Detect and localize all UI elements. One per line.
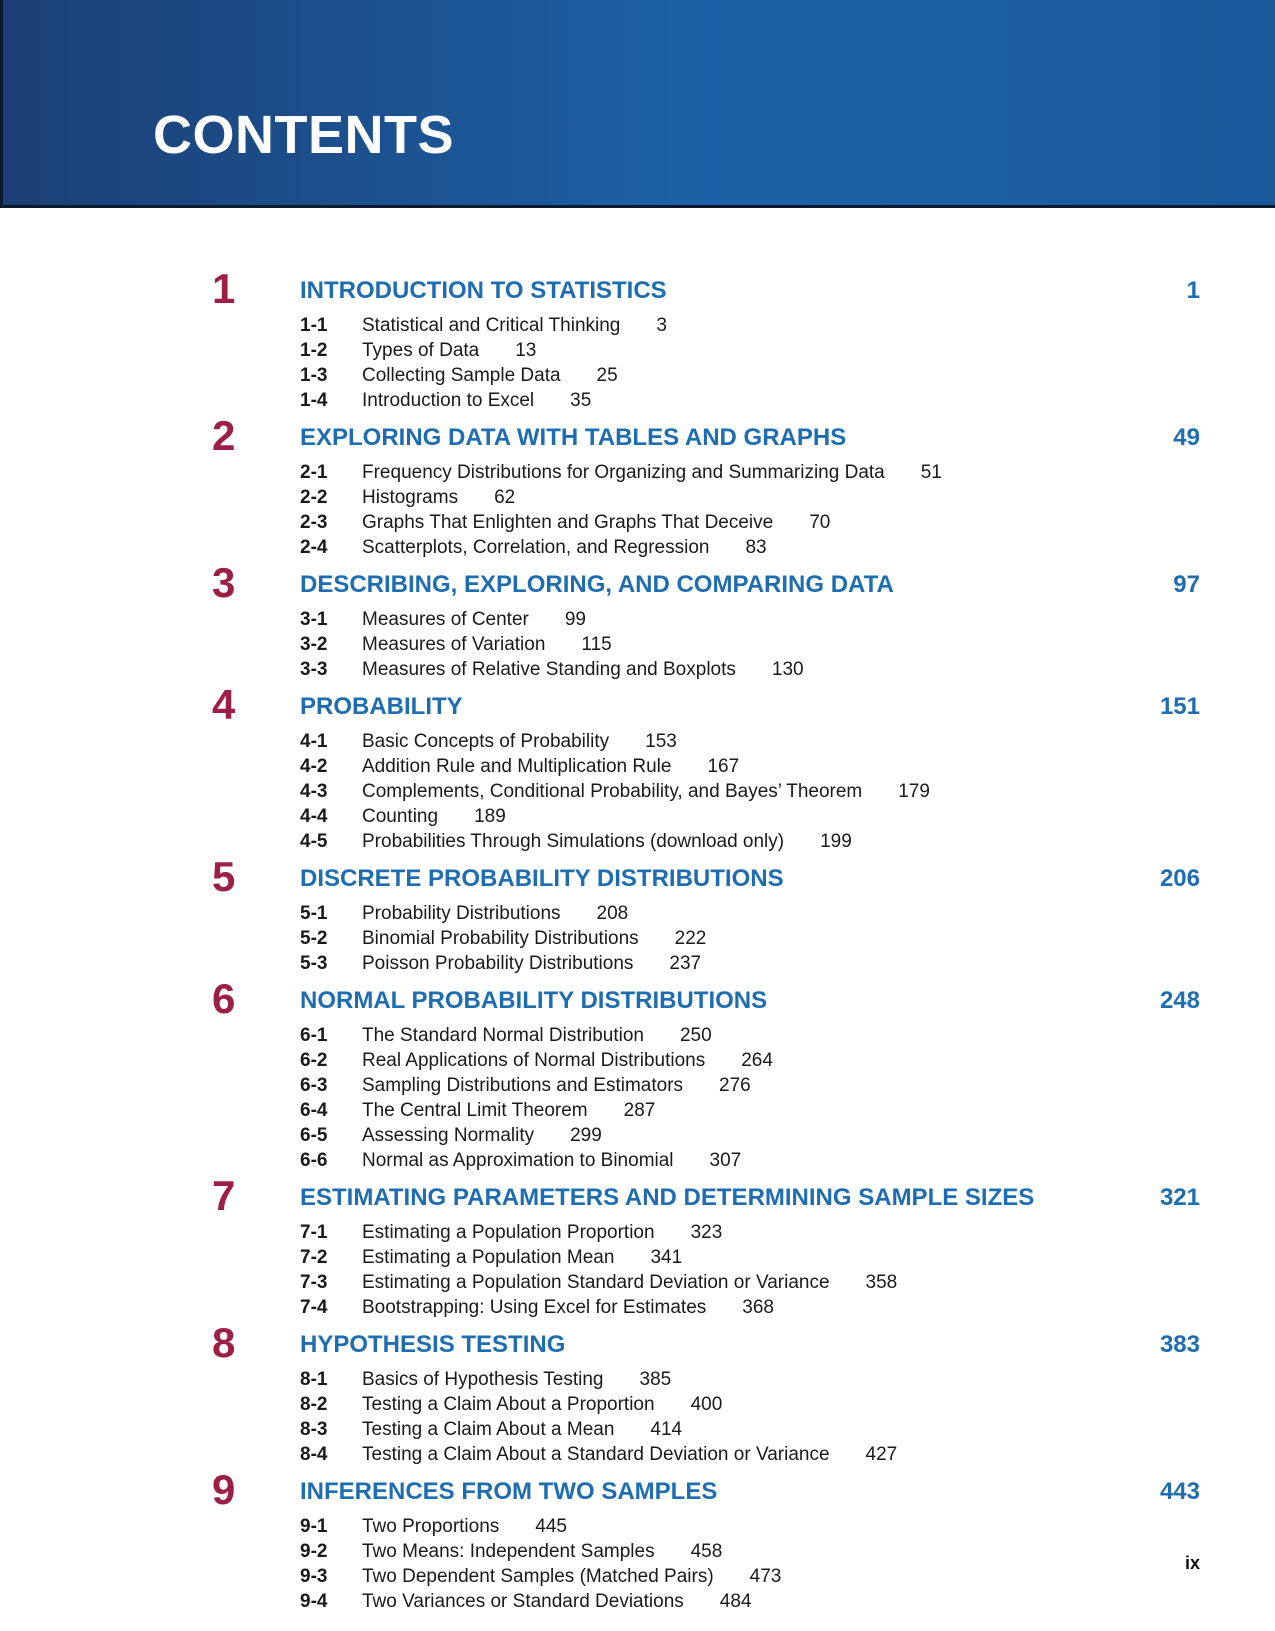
section-entry[interactable] <box>0 1076 1275 1101</box>
section-page-number[interactable]: 237 <box>669 953 702 974</box>
section-number: 7-1 <box>300 1222 328 1243</box>
section-title[interactable]: Binomial Probability Distributions <box>362 928 639 949</box>
chapter-number: 2 <box>212 412 236 459</box>
section-title-line <box>362 1542 722 1562</box>
section-number: 2-4 <box>300 537 328 558</box>
section-number: 4-2 <box>300 756 328 777</box>
section-entry[interactable] <box>0 1151 1275 1176</box>
section-page-number[interactable]: 13 <box>515 340 537 361</box>
section-title[interactable]: Measures of Variation <box>362 634 546 655</box>
section-title-line <box>362 1567 781 1587</box>
section-title-line <box>362 807 506 827</box>
section-number: 6-5 <box>300 1125 328 1146</box>
chapter-title[interactable]: DISCRETE PROBABILITY DISTRIBUTIONS <box>300 865 784 892</box>
section-entry[interactable] <box>0 538 1275 563</box>
section-page-number[interactable]: 179 <box>898 781 930 802</box>
section-entry[interactable] <box>0 954 1275 979</box>
section-page-number[interactable]: 341 <box>650 1247 683 1268</box>
section-title-line <box>362 832 852 852</box>
section-title[interactable]: Introduction to Excel <box>362 390 535 411</box>
section-entry[interactable] <box>0 1298 1275 1323</box>
chapter-title[interactable]: INFERENCES FROM TWO SAMPLES <box>300 1478 718 1505</box>
chapter-heading[interactable] <box>0 412 1275 463</box>
section-title-line <box>362 513 830 533</box>
contents-banner <box>0 0 1275 208</box>
section-page-number[interactable]: 414 <box>650 1419 683 1440</box>
section-entry[interactable] <box>0 635 1275 660</box>
chapter-heading[interactable] <box>0 1319 1275 1370</box>
section-title-line <box>362 538 767 558</box>
chapter-page-number[interactable]: 321 <box>1159 1184 1200 1211</box>
section-title-line <box>362 1223 722 1243</box>
section-entry[interactable] <box>0 610 1275 635</box>
section-entry[interactable] <box>0 1026 1275 1051</box>
section-title-line <box>362 1126 602 1146</box>
section-page-number[interactable]: 400 <box>690 1394 723 1415</box>
section-title[interactable]: Normal as Approximation to Binomial <box>362 1150 674 1171</box>
section-page-number[interactable]: 208 <box>596 903 629 924</box>
section-number: 1-2 <box>300 340 328 361</box>
section-title[interactable]: Two Proportions <box>362 1516 500 1537</box>
section-entry[interactable] <box>0 1395 1275 1420</box>
section-number: 7-3 <box>300 1272 328 1293</box>
section-number: 6-1 <box>300 1025 328 1046</box>
chapter-title[interactable]: PROBABILITY <box>300 693 463 720</box>
section-title[interactable]: Addition Rule and Multiplication Rule <box>362 756 672 777</box>
chapter-block <box>0 1466 1275 1626</box>
chapter-title[interactable]: ESTIMATING PARAMETERS AND DETERMINING SAMPLE SIZES <box>300 1184 1035 1211</box>
section-title-line <box>362 635 612 655</box>
section-number: 3-3 <box>300 659 328 680</box>
chapter-page-number[interactable]: 443 <box>1159 1478 1200 1505</box>
section-title[interactable]: Assessing Normality <box>362 1125 535 1146</box>
section-entry[interactable] <box>0 782 1275 807</box>
section-entry[interactable] <box>0 1051 1275 1076</box>
section-title[interactable]: Measures of Center <box>362 609 529 630</box>
section-number: 4-1 <box>300 731 328 752</box>
section-title[interactable]: The Standard Normal Distribution <box>362 1025 644 1046</box>
section-page-number[interactable]: 3 <box>656 315 667 336</box>
section-page-number[interactable]: 445 <box>535 1516 567 1537</box>
section-number: 4-5 <box>300 831 328 852</box>
section-number: 9-4 <box>300 1591 328 1612</box>
section-number: 5-3 <box>300 953 328 974</box>
section-page-number[interactable]: 70 <box>809 512 831 533</box>
section-title[interactable]: Scatterplots, Correlation, and Regression <box>362 537 710 558</box>
section-title[interactable]: Testing a Claim About a Proportion <box>362 1394 655 1415</box>
section-page-number[interactable]: 35 <box>570 390 592 411</box>
chapter-title[interactable]: DESCRIBING, EXPLORING, AND COMPARING DATA <box>300 571 894 598</box>
section-title[interactable]: Poisson Probability Distributions <box>362 953 634 974</box>
chapter-block <box>0 1172 1275 1332</box>
section-title-line <box>362 1592 751 1612</box>
section-number: 2-1 <box>300 462 328 483</box>
section-page-number[interactable]: 276 <box>719 1075 751 1096</box>
section-title[interactable]: Types of Data <box>362 340 480 361</box>
section-entry[interactable] <box>0 1542 1275 1567</box>
chapter-page-number[interactable]: 248 <box>1159 987 1200 1014</box>
section-number: 8-4 <box>300 1444 328 1465</box>
section-title-line <box>362 904 628 924</box>
section-number: 1-4 <box>300 390 328 411</box>
section-page-number[interactable]: 427 <box>865 1444 898 1465</box>
section-title[interactable]: Two Variances or Standard Deviations <box>362 1591 684 1612</box>
section-number: 7-4 <box>300 1297 328 1318</box>
section-page-number[interactable]: 115 <box>581 634 612 655</box>
section-title-line <box>362 1445 897 1465</box>
section-title-line <box>362 366 618 386</box>
section-page-number[interactable]: 299 <box>570 1125 602 1146</box>
section-number: 3-2 <box>300 634 328 655</box>
chapter-block <box>0 975 1275 1185</box>
section-title-line <box>362 391 591 411</box>
chapter-block <box>0 1319 1275 1479</box>
section-title-line <box>362 488 515 508</box>
chapter-block <box>0 853 1275 988</box>
section-number: 7-2 <box>300 1247 328 1268</box>
section-entry[interactable] <box>0 1370 1275 1395</box>
section-title[interactable]: Probability Distributions <box>362 903 561 924</box>
section-page-number[interactable]: 307 <box>709 1150 742 1171</box>
section-number: 5-1 <box>300 903 328 924</box>
section-title-line <box>362 610 586 630</box>
section-entry[interactable] <box>0 1273 1275 1298</box>
section-page-number[interactable]: 250 <box>679 1025 712 1046</box>
section-entry[interactable] <box>0 757 1275 782</box>
section-title[interactable]: Basics of Hypothesis Testing <box>362 1369 604 1390</box>
chapter-title[interactable]: HYPOTHESIS TESTING <box>300 1331 566 1358</box>
section-page-number[interactable]: 153 <box>645 731 677 752</box>
chapter-heading[interactable] <box>0 1466 1275 1517</box>
section-title[interactable]: Frequency Distributions for Organizing and Summarizing Data <box>362 462 885 483</box>
section-title[interactable]: Estimating a Population Mean <box>362 1247 615 1268</box>
chapter-heading[interactable] <box>0 853 1275 904</box>
section-number: 8-1 <box>300 1369 328 1390</box>
chapter-block <box>0 681 1275 866</box>
chapter-spacer <box>0 1323 1275 1332</box>
chapter-heading[interactable] <box>0 559 1275 610</box>
section-entry[interactable] <box>0 1126 1275 1151</box>
chapter-heading[interactable] <box>0 975 1275 1026</box>
section-page-number[interactable]: 222 <box>674 928 707 949</box>
section-title-line <box>362 929 706 949</box>
section-number: 2-2 <box>300 487 328 508</box>
section-title-line <box>362 1370 671 1390</box>
section-entry[interactable] <box>0 1420 1275 1445</box>
section-title[interactable]: Real Applications of Normal Distributions <box>362 1050 706 1071</box>
chapter-page-number[interactable]: 383 <box>1159 1331 1200 1358</box>
section-title-line <box>362 1051 773 1071</box>
section-title[interactable]: The Central Limit Theorem <box>362 1100 588 1121</box>
chapter-title[interactable]: INTRODUCTION TO STATISTICS <box>300 277 667 304</box>
section-entry[interactable] <box>0 341 1275 366</box>
section-number: 6-2 <box>300 1050 328 1071</box>
section-title-line <box>362 1298 774 1318</box>
section-title[interactable]: Statistical and Critical Thinking <box>362 315 621 336</box>
chapter-number: 1 <box>212 265 236 312</box>
section-title[interactable]: Two Dependent Samples (Matched Pairs) <box>362 1566 714 1587</box>
section-title[interactable]: Sampling Distributions and Estimators <box>362 1075 684 1096</box>
section-title-line <box>362 316 667 336</box>
chapter-spacer <box>0 685 1275 694</box>
section-title[interactable]: Probabilities Through Simulations (download only) <box>362 831 785 852</box>
table-of-contents <box>0 265 1275 1626</box>
section-entry[interactable] <box>0 929 1275 954</box>
chapter-block <box>0 559 1275 694</box>
section-entry[interactable] <box>0 660 1275 685</box>
section-page-number[interactable]: 51 <box>920 462 942 483</box>
section-entry[interactable] <box>0 1223 1275 1248</box>
section-title[interactable]: Bootstrapping: Using Excel for Estimates <box>362 1297 707 1318</box>
section-page-number[interactable]: 368 <box>742 1297 774 1318</box>
section-title[interactable]: Basic Concepts of Probability <box>362 731 610 752</box>
section-entry[interactable] <box>0 1101 1275 1126</box>
section-number: 1-1 <box>300 315 328 336</box>
section-title-line <box>362 1273 897 1293</box>
section-entry[interactable] <box>0 391 1275 416</box>
chapter-title[interactable]: EXPLORING DATA WITH TABLES AND GRAPHS <box>300 424 847 451</box>
section-entry[interactable] <box>0 807 1275 832</box>
section-number: 5-2 <box>300 928 328 949</box>
chapter-number: 9 <box>212 1466 236 1513</box>
chapter-number: 3 <box>212 559 236 606</box>
chapter-title[interactable]: NORMAL PROBABILITY DISTRIBUTIONS <box>300 987 768 1014</box>
chapter-heading[interactable] <box>0 681 1275 732</box>
section-number: 8-3 <box>300 1419 328 1440</box>
section-title-line <box>362 1026 712 1046</box>
chapter-page-number[interactable]: 49 <box>1173 424 1200 451</box>
chapter-number: 8 <box>212 1319 236 1366</box>
section-title[interactable]: Histograms <box>362 487 459 508</box>
section-entry[interactable] <box>0 1517 1275 1542</box>
section-number: 3-1 <box>300 609 328 630</box>
section-title[interactable]: Testing a Claim About a Mean <box>362 1419 615 1440</box>
chapter-number: 5 <box>212 853 236 900</box>
chapter-heading[interactable] <box>0 265 1275 316</box>
section-title[interactable]: Estimating a Population Standard Deviation or Variance <box>362 1272 830 1293</box>
section-title[interactable]: Graphs That Enlighten and Graphs That Deceive <box>362 512 774 533</box>
section-page-number[interactable]: 99 <box>564 609 586 630</box>
section-page-number[interactable]: 358 <box>865 1272 898 1293</box>
section-entry[interactable] <box>0 1592 1275 1617</box>
chapter-heading[interactable] <box>0 1172 1275 1223</box>
section-title-line <box>362 1076 751 1096</box>
chapter-page-number[interactable]: 1 <box>1186 277 1200 304</box>
section-entry[interactable] <box>0 463 1275 488</box>
page-title: CONTENTS <box>153 105 454 165</box>
page-number: ix <box>1184 1553 1200 1573</box>
section-page-number[interactable]: 458 <box>690 1541 723 1562</box>
section-entry[interactable] <box>0 366 1275 391</box>
section-page-number[interactable]: 264 <box>741 1050 773 1071</box>
section-number: 8-2 <box>300 1394 328 1415</box>
section-number: 9-2 <box>300 1541 328 1562</box>
chapter-number: 7 <box>212 1172 236 1219</box>
section-title-line <box>362 757 739 777</box>
section-number: 4-3 <box>300 781 328 802</box>
section-title-line <box>362 1420 682 1440</box>
section-title-line <box>362 732 677 752</box>
section-title-line <box>362 660 804 680</box>
section-title[interactable]: Testing a Claim About a Standard Deviation or Variance <box>362 1444 830 1465</box>
section-title-line <box>362 341 536 361</box>
section-page-number[interactable]: 473 <box>749 1566 782 1587</box>
section-title-line <box>362 954 701 974</box>
section-title-line <box>362 1151 741 1171</box>
chapter-page-number[interactable]: 206 <box>1159 865 1200 892</box>
section-page-number[interactable]: 62 <box>494 487 516 508</box>
section-page-number[interactable]: 83 <box>745 537 767 558</box>
section-number: 6-4 <box>300 1100 328 1121</box>
section-page-number[interactable]: 484 <box>719 1591 752 1612</box>
chapter-spacer <box>0 1617 1275 1626</box>
chapter-number: 4 <box>212 681 236 728</box>
section-number: 6-6 <box>300 1150 328 1171</box>
section-entry[interactable] <box>0 316 1275 341</box>
chapter-page-number[interactable]: 97 <box>1173 571 1200 598</box>
section-title-line <box>362 782 930 802</box>
section-title[interactable]: Complements, Conditional Probability, and Bayes’ Theorem <box>362 781 863 802</box>
section-entry[interactable] <box>0 904 1275 929</box>
section-title[interactable]: Two Means: Independent Samples <box>362 1541 655 1562</box>
section-number: 6-3 <box>300 1075 328 1096</box>
section-page-number[interactable]: 25 <box>596 365 618 386</box>
section-page-number[interactable]: 287 <box>623 1100 656 1121</box>
section-entry[interactable] <box>0 832 1275 857</box>
section-title[interactable]: Counting <box>362 806 439 827</box>
section-entry[interactable] <box>0 488 1275 513</box>
section-page-number[interactable]: 189 <box>474 806 506 827</box>
section-entry[interactable] <box>0 1567 1275 1592</box>
section-title-line <box>362 1395 722 1415</box>
section-entry[interactable] <box>0 513 1275 538</box>
section-title[interactable]: Measures of Relative Standing and Boxplots <box>362 659 736 680</box>
section-page-number[interactable]: 199 <box>820 831 852 852</box>
section-entry[interactable] <box>0 732 1275 757</box>
section-entry[interactable] <box>0 1248 1275 1273</box>
section-title-line <box>362 1101 655 1121</box>
section-page-number[interactable]: 167 <box>707 756 740 777</box>
section-number: 4-4 <box>300 806 328 827</box>
section-number: 9-3 <box>300 1566 328 1587</box>
section-number: 2-3 <box>300 512 328 533</box>
section-number: 1-3 <box>300 365 328 386</box>
section-title[interactable]: Collecting Sample Data <box>362 365 561 386</box>
section-page-number[interactable]: 130 <box>771 659 804 680</box>
section-title[interactable]: Estimating a Population Proportion <box>362 1222 655 1243</box>
section-page-number[interactable]: 323 <box>690 1222 723 1243</box>
section-page-number[interactable]: 385 <box>639 1369 672 1390</box>
chapter-number: 6 <box>212 975 236 1022</box>
section-title-line <box>362 463 942 483</box>
section-number: 9-1 <box>300 1516 328 1537</box>
section-title-line <box>362 1248 682 1268</box>
chapter-block <box>0 265 1275 425</box>
section-entry[interactable] <box>0 1445 1275 1470</box>
section-title-line <box>362 1517 567 1537</box>
chapter-page-number[interactable]: 151 <box>1159 693 1200 720</box>
chapter-block <box>0 412 1275 572</box>
